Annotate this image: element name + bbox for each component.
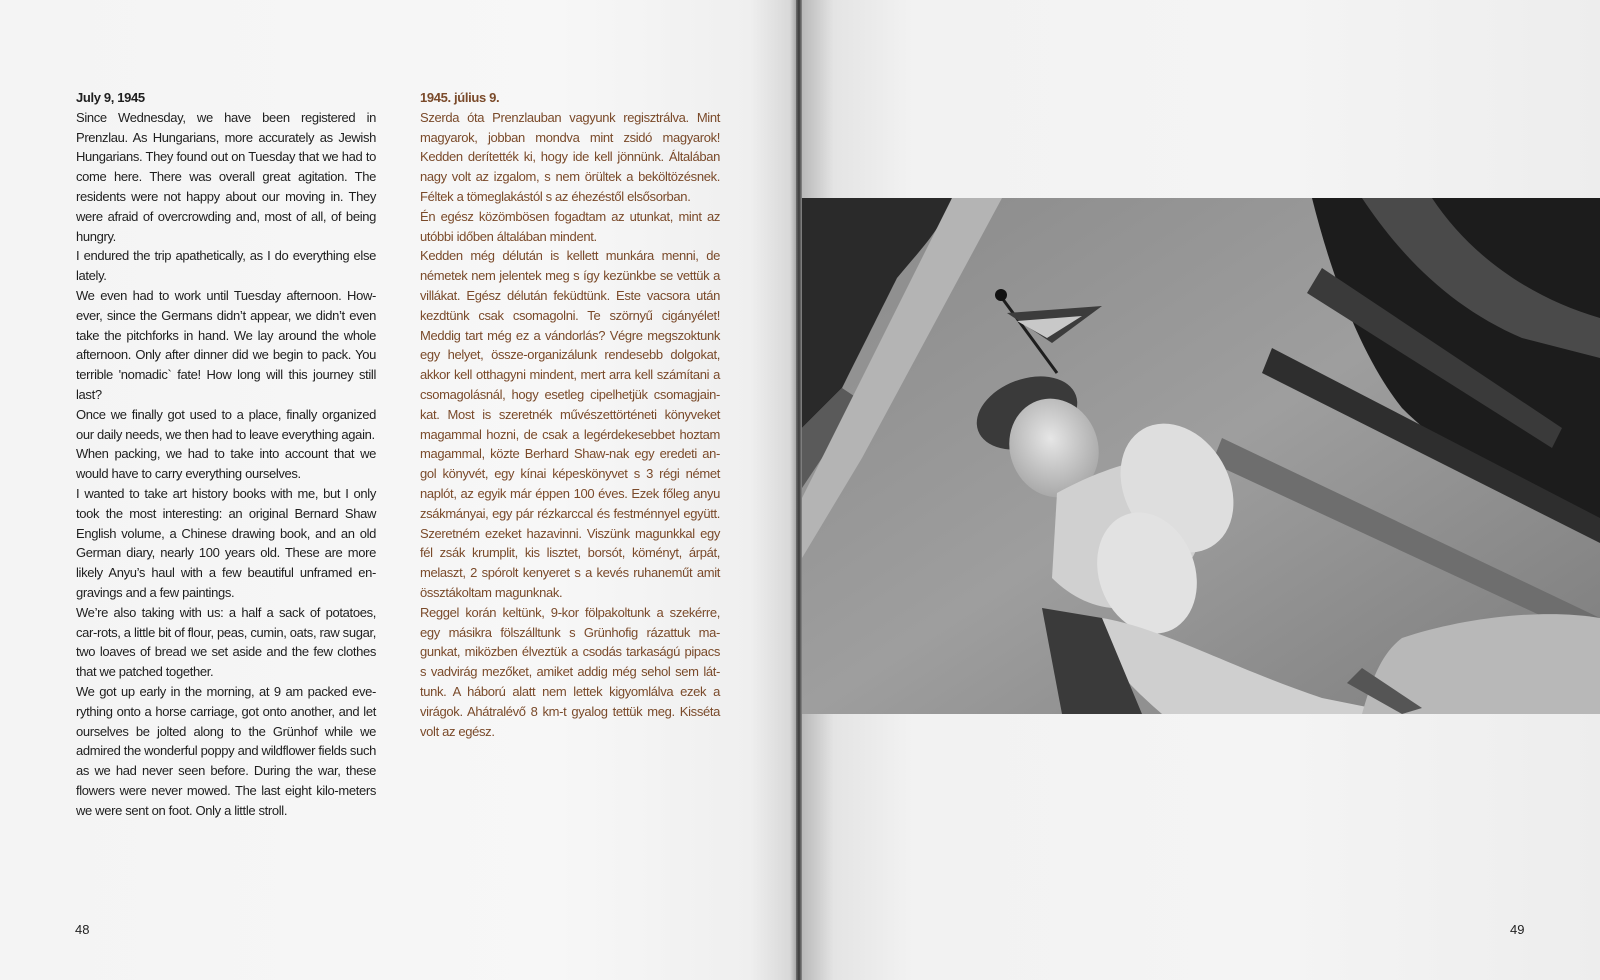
- english-paragraph: I wanted to take art history books with me, but I only took the most interesting: an original Bernard Shaw English volume, a Chinese drawing book, and an old German diary, nearly 100 years old. These are more likely Anyu’s haul with a few beautiful unframed en-gravings and a few paintings.: [76, 485, 376, 600]
- english-paragraph: We got up early in the morning, at 9 am packed eve-rything onto a horse carriage, got onto another, and let ourselves be jolted along to the Grünhof while we admired the wonderful poppy and wildflower fields such as we had never seen before. During the war, these flowers were never mowed. The last eight kilo-meters we were sent on foot. Only a little stroll.: [76, 683, 376, 818]
- hungarian-paragraph: Reggel korán keltünk, 9-kor fölpakoltunk a szekérre, egy másikra fölszálltunk s Grünhofig rázattuk ma-gunkat, miközben élveztük a csodás tarkaságú pipacs s vadvirág mezőket, amiket addig még sehol sem lát-tunk. A háború alatt nem lettek kigyomlálva ezek a virágok. Ahátralévő 8 km-t gyalog tettük meg. Kisséta volt az egész.: [420, 604, 720, 739]
- english-paragraph: I endured the trip apathetically, as I do everything else lately.: [76, 248, 376, 284]
- english-paragraph: Since Wednesday, we have been registered in Prenzlau. As Hungarians, more accurately as Jewish Hungarians. They found out on Tuesday that we had to come here. There was overall great agitation. The residents were not happy about our moving in. They were afraid of overcrowding and, most of all, of being hungry.: [76, 109, 376, 244]
- left-page: [0, 0, 798, 980]
- hungarian-paragraph: Én egész közömbösen fogadtam az utunkat, mint az utóbbi időben általában mindent.: [420, 208, 720, 244]
- english-paragraph: Once we finally got used to a place, finally organized our daily needs, we then had to leave everything again.: [76, 406, 376, 442]
- english-paragraph: We’re also taking with us: a half a sack of potatoes, car-rots, a little bit of flour, peas, cumin, oats, raw sugar, two loaves of bread we set aside and the few clothes that we patched together.: [76, 604, 376, 680]
- hungarian-paragraph: Szerda óta Prenzlauban vagyunk regisztrálva. Mint magyarok, jobban mondva mint zsidó magyarok! Kedden derítették ki, hogy ide kell jönnünk. Általában nagy volt az izgalom, s nem örültek a beköltözésnek. Féltek a tömeglakástól s az éhezéstől elsősorban.: [420, 109, 720, 204]
- hungarian-text-column: [420, 88, 720, 741]
- english-text-column: [76, 88, 376, 820]
- photograph-illustration: [802, 198, 1600, 714]
- left-page-number: 48: [75, 922, 90, 937]
- right-page-number: 49: [1510, 922, 1525, 937]
- english-paragraph: We even had to work until Tuesday afternoon. How-ever, since the Germans didn’t appear, we didn’t even take the pitchforks in hand. We lay around the whole afternoon. Only after dinner did we begin to pack. You terrible 'nomadic` fate! How long will this journey still last?: [76, 287, 376, 402]
- hungarian-paragraph: Kedden még délután is kellett munkára menni, de németek nem jelentek meg s így kezünkbe se vettük a villákat. Egész délután feküdtünk. Este vacsora után kezdtünk csak csomagolni. Te szörnyű cigányélet! Meddig tart még ez a vándorlás? Végre megszoktunk egy helyet, össze-organizálunk rendesebb dolgokat, akkor kell otthagyni mindent, mert arra kell számítani a csomagolásnál, hogy esetleg cipelhetjük csomagjain-kat. Most is szeretnék művészettörténeti könyveket magammal hozni, de csak a legérdekesebbet hoztam magammal, közte Berhard Shaw-nak egy eredeti an-gol könyvét, egy kínai képeskönyvet s 3 régi német naplót, az egyik már éppen 100 éves. Ezek főleg anyu zsákmányai, egy pár rézkarccal és festménnyel együtt. Szeretném ezeket hazavinni. Viszünk magunkkal egy fél zsák krumplit, kis lisztet, borsót, köményt, árpát, melaszt, 2 spórolt kenyeret s a kevés ruhaneműt amit össztákoltam magunknak.: [420, 248, 720, 600]
- english-entry-date: July 9, 1945: [76, 90, 145, 105]
- photograph: [802, 198, 1600, 714]
- english-paragraph: When packing, we had to take into account that we would have to carry everything ourselves.: [76, 446, 376, 482]
- hungarian-entry-date: 1945. július 9.: [420, 90, 500, 105]
